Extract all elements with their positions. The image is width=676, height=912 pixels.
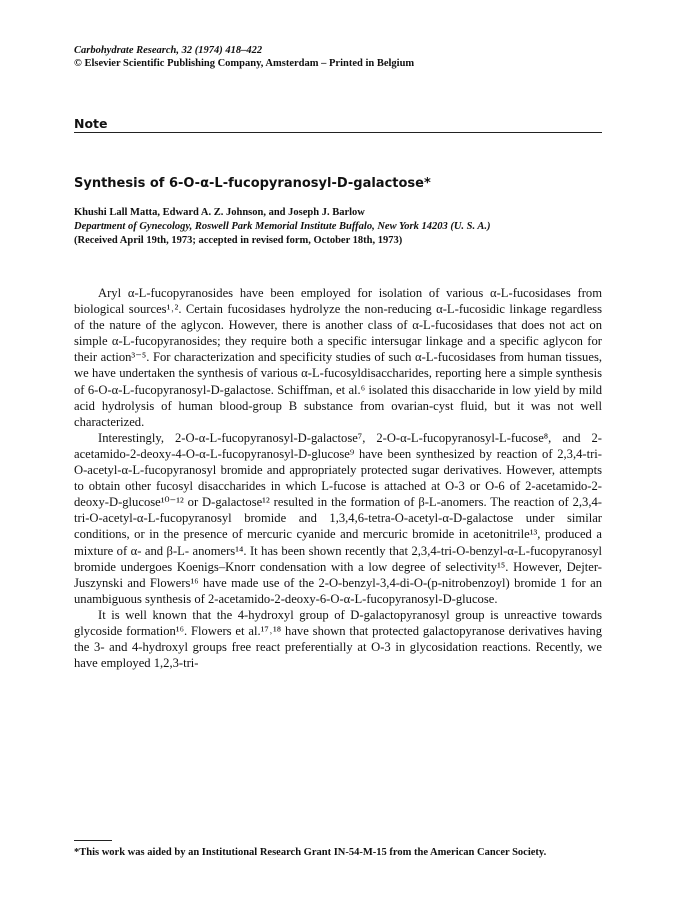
body-paragraph: It is well known that the 4-hydroxyl group of D-galactopyranosyl group is unreactive towards glycoside formation¹⁶. Flowers et al.¹⁷˒¹⁸ have shown that protected galactopyranose derivatives having the 3- and 4-hydroxyl groups free react preferentially at O-3 in glycosidation reactions. Recently, we have employed 1,2,3-tri- bbox=[74, 607, 602, 671]
received-date: (Received April 19th, 1973; accepted in revised form, October 18th, 1973) bbox=[74, 235, 403, 246]
citation-header bbox=[74, 44, 634, 70]
publisher-line: © Elsevier Scientific Publishing Company, Amsterdam – Printed in Belgium bbox=[74, 58, 415, 69]
article-title: Synthesis of 6-O-α-L-fucopyranosyl-D-galactose* bbox=[74, 176, 431, 191]
author-names: Khushi Lall Matta, Edward A. Z. Johnson, and Joseph J. Barlow bbox=[74, 207, 365, 218]
footnote: *This work was aided by an Institutional Research Grant IN-54-M-15 from the American Cancer Society. bbox=[74, 847, 547, 858]
body-paragraph: Interestingly, 2-O-α-L-fucopyranosyl-D-galactose⁷, 2-O-α-L-fucopyranosyl-L-fucose⁸, and 2-acetamido-2-deoxy-4-O-α-L-fucopyranosyl-D-glucose⁹ have been synthesized by reaction of 2,3,4-tri-O-acetyl-α-L-fucopyranosyl bromide and appropriately protected sugar derivatives. However, attempts to obtain other fucosyl disaccharides in which L-fucose is attached at O-3 or O-6 of 2-acetamido-2-deoxy-D-glucose¹⁰⁻¹² or D-galactose¹² resulted in the formation of β-L-anomers. The reaction of 2,3,4-tri-O-acetyl-α-L-fucopyranosyl bromide and 1,3,4,6-tetra-O-acetyl-α-D-galactose under similar conditions, or in the presence of mercuric cyanide and mercuric bromide in acetonitrile¹³, produced a mixture of α- and β-L- anomers¹⁴. It has been shown recently that 2,3,4-tri-O-benzyl-α-L-fucopyranosyl bromide undergoes Koenigs–Knorr condensation with a low degree of selectivity¹⁵. However, Dejter-Juszynski and Flowers¹⁶ have made use of the 2-O-benzyl-3,4-di-O-(p-nitrobenzoyl) bromide 1 for an unambiguous synthesis of 2-acetamido-2-deoxy-6-O-α-L-fucopyranosyl-D-glucose. bbox=[74, 430, 602, 606]
footnote-rule bbox=[74, 840, 112, 841]
affiliation: Department of Gynecology, Roswell Park Memorial Institute Buffalo, New York 14203 (U. S. A.) bbox=[74, 221, 491, 232]
section-rule bbox=[74, 132, 602, 133]
article-body bbox=[74, 285, 602, 671]
journal-citation: Carbohydrate Research, 32 (1974) 418–422 bbox=[74, 45, 263, 56]
author-block bbox=[74, 206, 634, 248]
section-label: Note bbox=[74, 116, 108, 131]
body-paragraph: Aryl α-L-fucopyranosides have been employed for isolation of various α-L-fucosidases from biological sources¹˒². Certain fucosidases hydrolyze the non-reducing α-L-fucosidic linkage regardless of the nature of the aglycon. However, there is another class of α-L-fucosidases that does not act on simple α-L-fucopyranosides; they require both a specific intersugar linkage and a specific aglycon for their action³⁻⁵. For characterization and specificity studies of such α-L-fucosidases from human tissues, we have undertaken the synthesis of various α-L-fucosyldisaccharides, reporting here a simple synthesis of 6-O-α-L-fucopyranosyl-D-galactose. Schiffman, et al.⁶ isolated this disaccharide in low yield by mild acid hydrolysis of human blood-group B substance from ovarian-cyst fluid, but it was not well characterized. bbox=[74, 286, 602, 429]
